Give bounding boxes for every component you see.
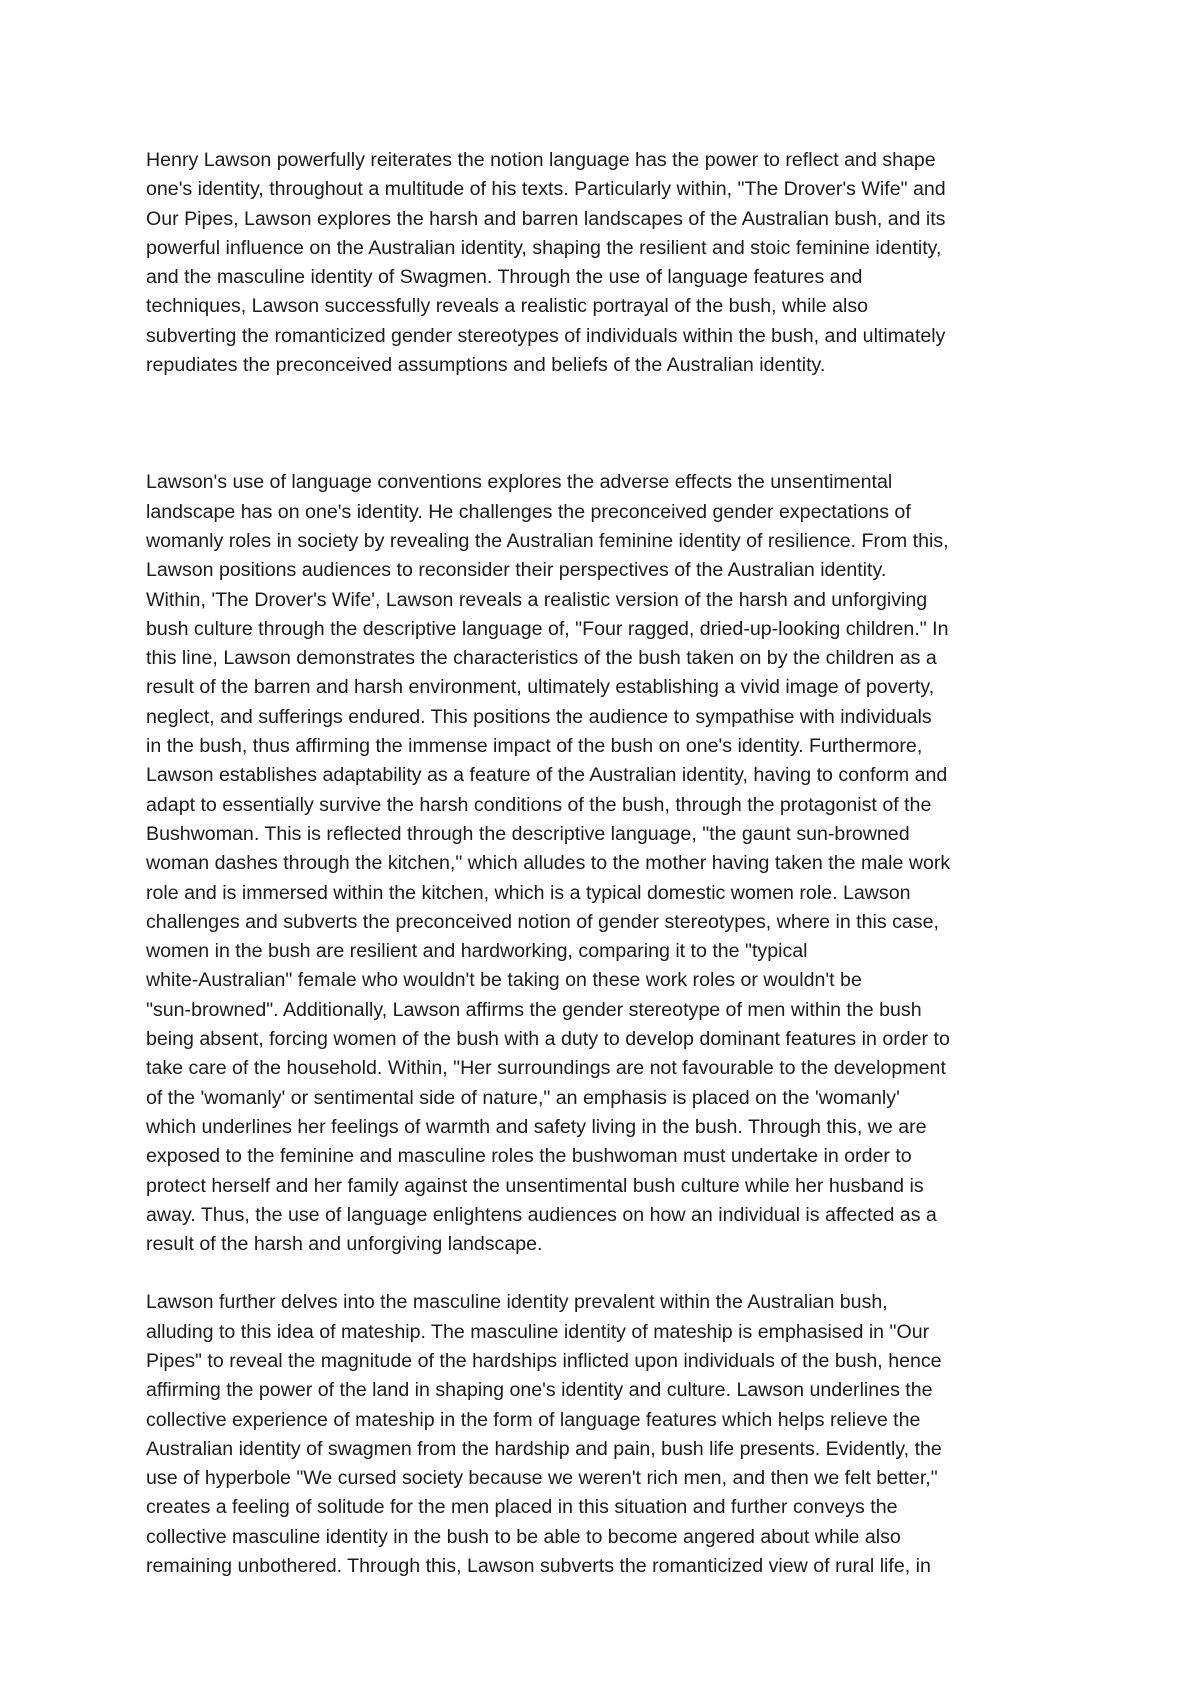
text-line: techniques, Lawson successfully reveals a realistic portrayal of the bush, while also: [146, 295, 869, 318]
text-line: result of the barren and harsh environment, ultimately establishing a vivid image of poverty,: [146, 676, 935, 699]
text-line: neglect, and sufferings endured. This positions the audience to sympathise with individuals: [146, 705, 932, 728]
text-line: creates a feeling of solitude for the men placed in this situation and further conveys the: [146, 1496, 898, 1519]
text-line: protect herself and her family against the unsentimental bush culture while her husband is: [146, 1174, 924, 1197]
paragraph-our-pipes: [146, 1288, 1061, 1581]
text-line: Lawson establishes adaptability as a feature of the Australian identity, having to conform and: [146, 764, 948, 787]
text-line: being absent, forcing women of the bush with a duty to develop dominant features in order to: [146, 1028, 950, 1051]
paragraph-spacer: [146, 1259, 1061, 1288]
text-line: alluding to this idea of mateship. The masculine identity of mateship is emphasised in "Our: [146, 1320, 930, 1343]
text-line: subverting the romanticized gender stereotypes of individuals within the bush, and ultimately: [146, 324, 946, 347]
text-line: away. Thus, the use of language enlightens audiences on how an individual is affected as a: [146, 1203, 937, 1226]
text-line: take care of the household. Within, "Her surroundings are not favourable to the development: [146, 1057, 946, 1080]
text-line: powerful influence on the Australian identity, shaping the resilient and stoic feminine identity,: [146, 236, 942, 259]
text-line: result of the harsh and unforgiving landscape.: [146, 1233, 543, 1256]
text-line: women in the bush are resilient and hardworking, comparing it to the "typical: [146, 940, 808, 963]
text-line: collective experience of mateship in the form of language features which helps relieve the: [146, 1408, 921, 1431]
text-line: landscape has on one's identity. He challenges the preconceived gender expectations of: [146, 500, 911, 523]
text-line: affirming the power of the land in shaping one's identity and culture. Lawson underlines the: [146, 1379, 933, 1402]
text-line: remaining unbothered. Through this, Lawson subverts the romanticized view of rural life, in: [146, 1555, 931, 1578]
text-line: repudiates the preconceived assumptions and beliefs of the Australian identity.: [146, 354, 826, 377]
text-line: collective masculine identity in the bush to be able to become angered about while also: [146, 1525, 901, 1548]
text-line: adapt to essentially survive the harsh conditions of the bush, through the protagonist of the: [146, 793, 932, 816]
text-line: woman dashes through the kitchen," which alludes to the mother having taken the male work: [146, 852, 951, 875]
text-line: one's identity, throughout a multitude of his texts. Particularly within, "The Drover's Wife" and: [146, 178, 946, 201]
text-line: Australian identity of swagmen from the hardship and pain, bush life presents. Evidently, the: [146, 1437, 942, 1460]
text-line: which underlines her feelings of warmth and safety living in the bush. Through this, we are: [146, 1115, 927, 1138]
paragraph-introduction: [146, 146, 1061, 380]
text-line: Within, 'The Drover's Wife', Lawson reveals a realistic version of the harsh and unforgiving: [146, 588, 928, 611]
paragraph-spacer: [146, 380, 1061, 468]
text-line: this line, Lawson demonstrates the characteristics of the bush taken on by the children as a: [146, 647, 937, 670]
text-line: of the 'womanly' or sentimental side of nature," an emphasis is placed on the 'womanly': [146, 1086, 900, 1109]
text-line: role and is immersed within the kitchen, which is a typical domestic women role. Lawson: [146, 881, 911, 904]
text-line: and the masculine identity of Swagmen. Through the use of language features and: [146, 266, 863, 289]
text-line: Our Pipes, Lawson explores the harsh and barren landscapes of the Australian bush, and its: [146, 207, 946, 230]
essay-body: [146, 146, 1061, 1581]
text-line: Lawson's use of language conventions explores the adverse effects the unsentimental: [146, 471, 893, 494]
text-line: use of hyperbole "We cursed society because we weren't rich men, and then we felt better,": [146, 1467, 938, 1490]
text-line: "sun-browned". Additionally, Lawson affirms the gender stereotype of men within the bush: [146, 998, 922, 1021]
text-line: Pipes" to reveal the magnitude of the hardships inflicted upon individuals of the bush, hence: [146, 1349, 942, 1372]
text-line: Lawson positions audiences to reconsider their perspectives of the Australian identity.: [146, 559, 887, 582]
text-line: bush culture through the descriptive language of, "Four ragged, dried-up-looking children." In: [146, 617, 949, 640]
text-line: Bushwoman. This is reflected through the descriptive language, "the gaunt sun-browned: [146, 822, 910, 845]
text-line: exposed to the feminine and masculine roles the bushwoman must undertake in order to: [146, 1145, 912, 1168]
text-line: white-Australian" female who wouldn't be taking on these work roles or wouldn't be: [146, 969, 862, 992]
text-line: Henry Lawson powerfully reiterates the notion language has the power to reflect and shape: [146, 149, 936, 171]
text-line: in the bush, thus affirming the immense impact of the bush on one's identity. Furthermore,: [146, 735, 923, 758]
text-line: Lawson further delves into the masculine identity prevalent within the Australian bush,: [146, 1291, 888, 1314]
paragraph-drovers-wife: [146, 468, 1061, 1259]
text-line: womanly roles in society by revealing the Australian feminine identity of resilience. From this,: [146, 529, 949, 552]
text-line: challenges and subverts the preconceived notion of gender stereotypes, where in this case,: [146, 910, 939, 933]
